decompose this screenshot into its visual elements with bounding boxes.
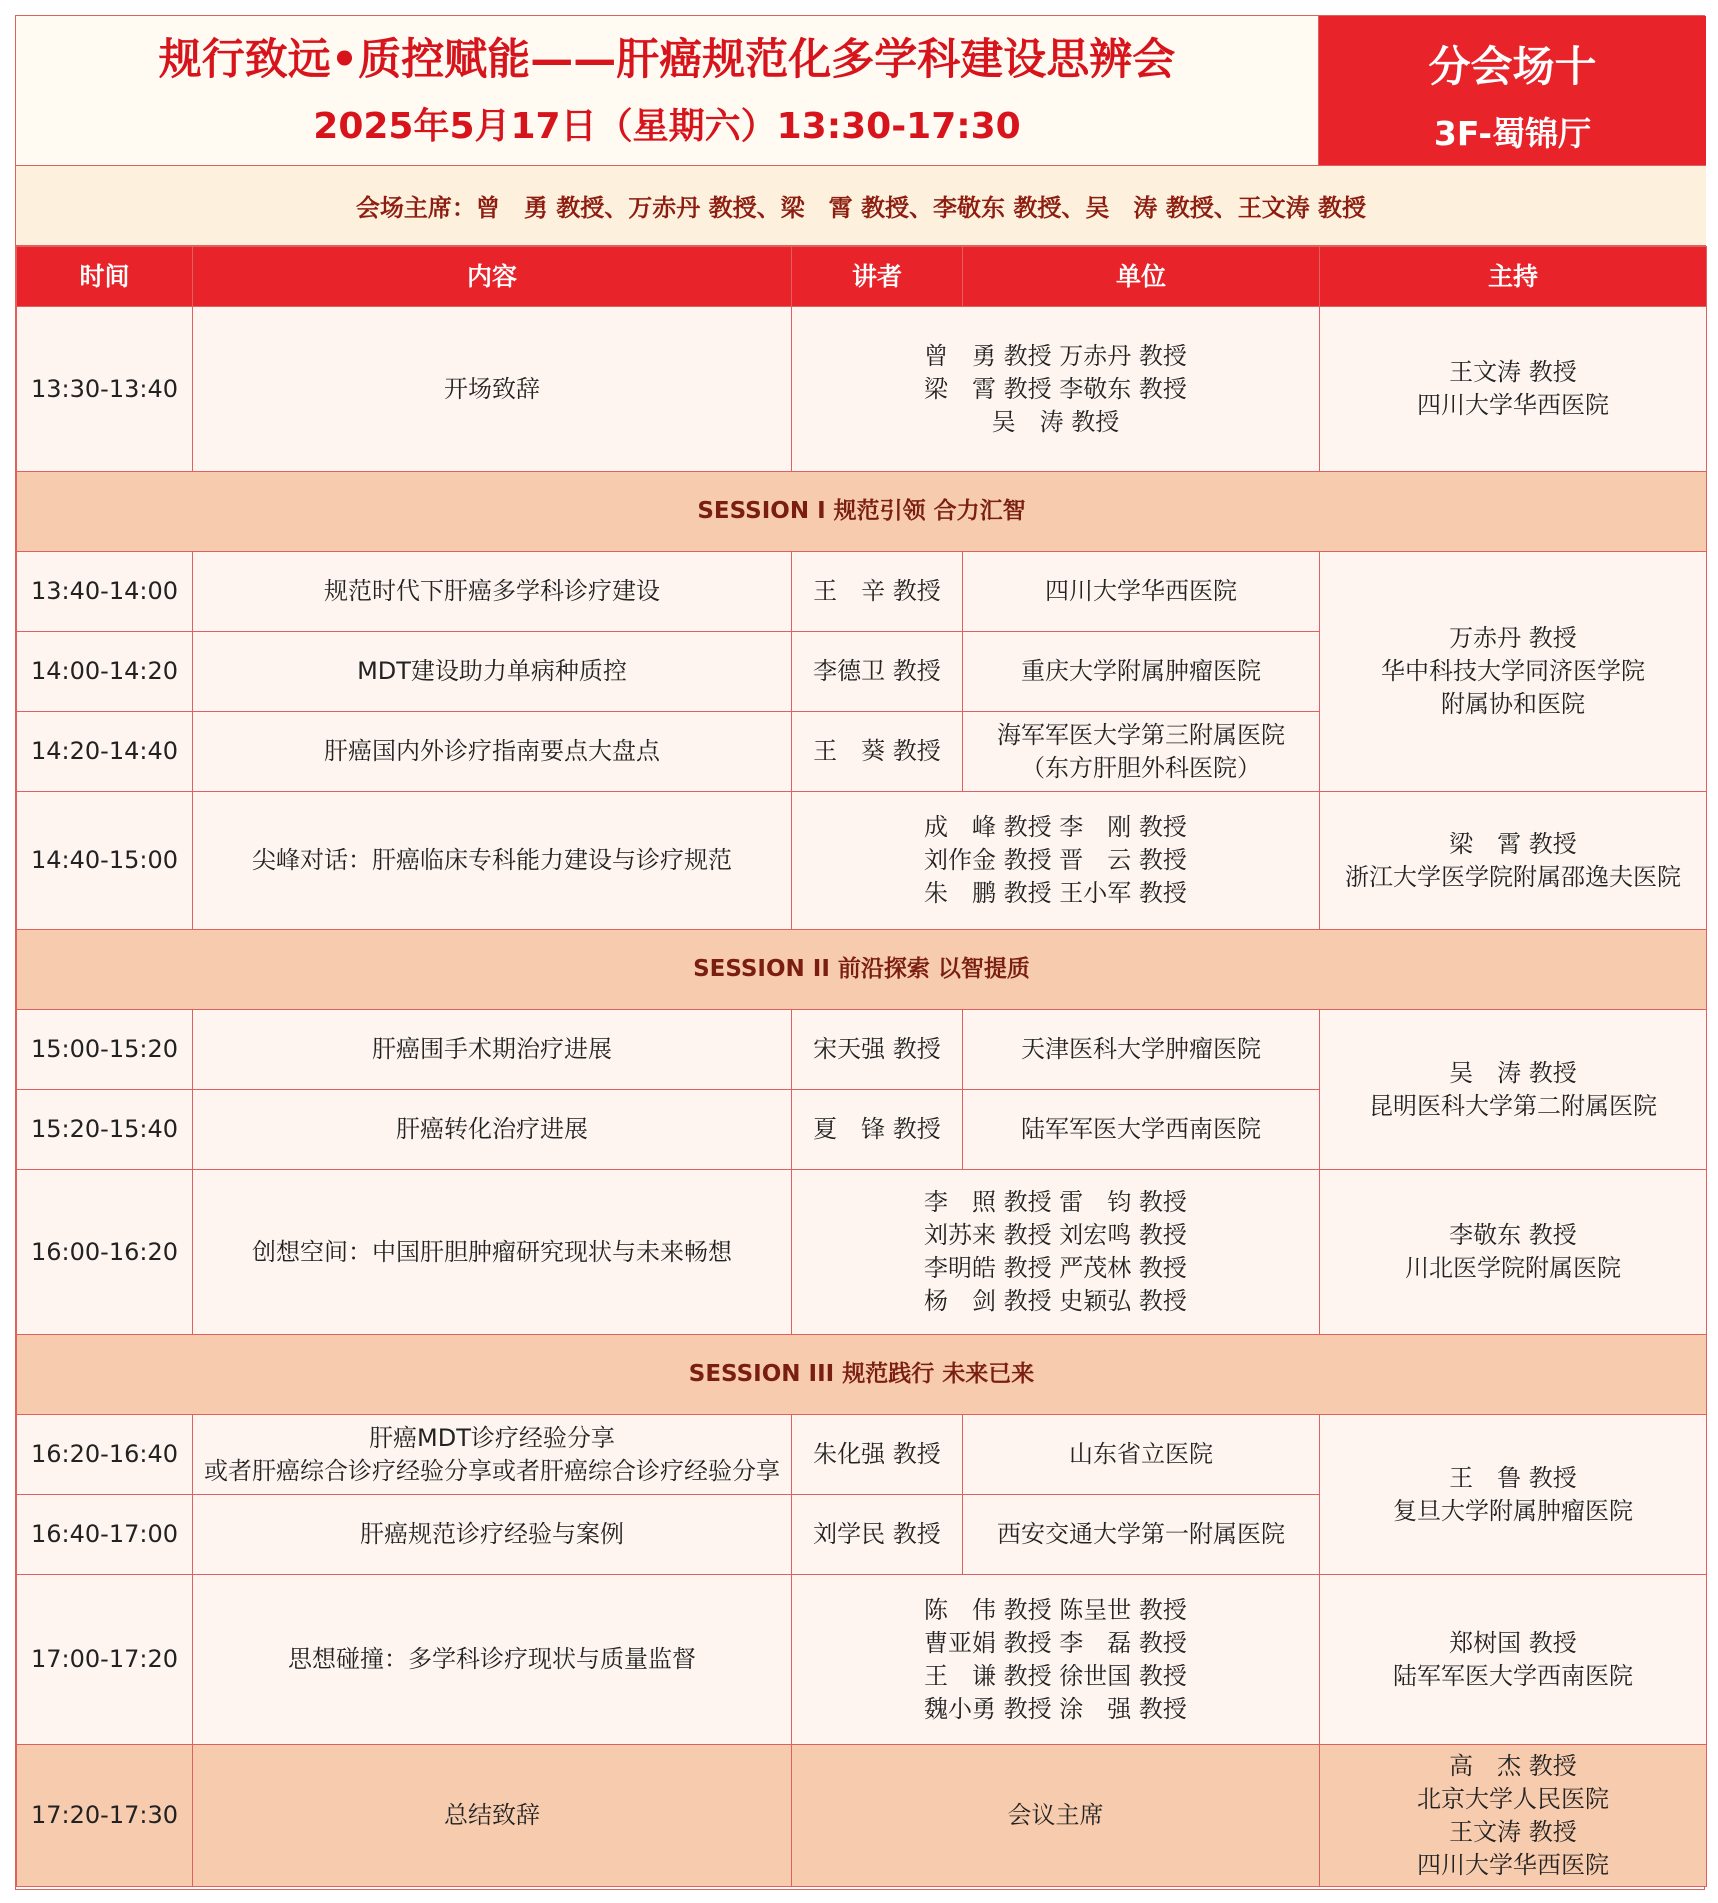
host-name: 梁 霄 教授 [1449,829,1577,858]
col-header-host: 主持 [1320,247,1707,307]
host-name: 吴 涛 教授 [1449,1058,1577,1087]
time-cell: 16:40-17:00 [17,1495,193,1575]
speaker-cell: 宋天强 教授 [792,1010,963,1090]
col-header-content: 内容 [193,247,792,307]
time-cell: 13:40-14:00 [17,552,193,632]
table-row [17,1575,1707,1745]
speaker-line: 刘苏来 教授 刘宏鸣 教授 [924,1221,1187,1249]
speaker-line: 曾 勇 教授 万赤丹 教授 [924,341,1187,370]
unit-cell [963,712,1320,792]
col-header-time: 时间 [17,247,193,307]
speaker-line: 刘作金 教授 晋 云 教授 [924,846,1187,874]
table-row [17,1010,1707,1090]
time-cell: 14:00-14:20 [17,632,193,712]
session-row [17,1335,1707,1415]
content-cell: 肝癌转化治疗进展 [193,1090,792,1170]
speaker-line: 朱 鹏 教授 王小军 教授 [924,879,1187,907]
host-unit: 复旦大学附属肿瘤医院 [1393,1496,1633,1525]
event-title: 规行致远•质控赋能——肝癌规范化多学科建设思辨会 [158,35,1176,85]
table-row [17,792,1707,930]
host-name: 王 鲁 教授 [1449,1463,1577,1492]
host-cell [1320,1745,1707,1887]
unit-cell: 天津医科大学肿瘤医院 [963,1010,1320,1090]
content-cell: 肝癌国内外诊疗指南要点大盘点 [193,712,792,792]
time-cell: 16:00-16:20 [17,1170,193,1335]
unit-cell: 西安交通大学第一附属医院 [963,1495,1320,1575]
session-row [17,472,1707,552]
speaker-cell: 夏 锋 教授 [792,1090,963,1170]
content-cell: 规范时代下肝癌多学科诊疗建设 [193,552,792,632]
room-name: 3F-蜀锦厅 [1433,114,1592,153]
host-unit: 浙江大学医学院附属邵逸夫医院 [1345,862,1681,891]
agenda-sheet [15,15,1705,1890]
unit-cell: 山东省立医院 [963,1415,1320,1495]
unit-line: （东方肝胆外科医院） [1021,753,1261,782]
host-cell [1320,1575,1707,1745]
header-title-block [16,16,1319,166]
table-row [17,1745,1707,1887]
content-cell: 总结致辞 [193,1745,792,1887]
table-header-row [17,247,1707,307]
host-unit: 四川大学华西医院 [1417,391,1609,419]
host-name: 王文涛 教授 [1449,358,1577,386]
host-unit: 华中科技大学同济医学院 [1381,657,1645,685]
hall-name: 分会场十 [1428,42,1597,91]
host-name: 万赤丹 教授 [1449,624,1577,652]
speakers-cell: 会议主席 [792,1745,1320,1887]
speaker-line: 陈 伟 教授 陈呈世 教授 [924,1595,1187,1624]
event-date: 2025年5月17日（星期六）13:30-17:30 [313,106,1021,147]
content-cell: MDT建设助力单病种质控 [193,632,792,712]
host-name: 李敬东 教授 [1449,1221,1577,1249]
host-cell [1320,1415,1707,1575]
time-cell: 16:20-16:40 [17,1415,193,1495]
host-unit: 四川大学华西医院 [1417,1850,1609,1879]
speaker-line: 成 峰 教授 李 刚 教授 [924,813,1187,841]
host-cell [1320,1010,1707,1170]
speaker-cell: 王 葵 教授 [792,712,963,792]
session-title: SESSION I 规范引领 合力汇智 [17,472,1707,552]
speaker-cell: 朱化强 教授 [792,1415,963,1495]
host-name: 高 杰 教授 [1449,1751,1577,1780]
unit-line: 海军军医大学第三附属医院 [997,720,1285,749]
col-header-speaker: 讲者 [792,247,963,307]
time-cell: 15:00-15:20 [17,1010,193,1090]
speaker-line: 李明皓 教授 严茂林 教授 [924,1254,1187,1282]
speaker-cell: 刘学民 教授 [792,1495,963,1575]
host-unit: 昆明医科大学第二附属医院 [1369,1091,1657,1120]
host-cell [1320,792,1707,930]
content-line: 肝癌MDT诊疗经验分享 [369,1423,615,1452]
header-venue-block [1319,16,1706,166]
content-cell: 肝癌规范诊疗经验与案例 [193,1495,792,1575]
agenda-table [16,246,1707,1887]
table-row [17,307,1707,472]
table-row [17,1170,1707,1335]
content-cell: 开场致辞 [193,307,792,472]
host-unit: 川北医学院附属医院 [1405,1254,1621,1282]
host-cell [1320,1170,1707,1335]
content-cell: 创想空间：中国肝胆肿瘤研究现状与未来畅想 [193,1170,792,1335]
unit-cell: 重庆大学附属肿瘤医院 [963,632,1320,712]
speaker-line: 李 照 教授 雷 钧 教授 [924,1188,1187,1216]
time-cell: 17:20-17:30 [17,1745,193,1887]
col-header-unit: 单位 [963,247,1320,307]
speaker-line: 曹亚娟 教授 李 磊 教授 [924,1628,1187,1657]
speakers-cell [792,1170,1320,1335]
speaker-cell: 王 辛 教授 [792,552,963,632]
time-cell: 13:30-13:40 [17,307,193,472]
host-cell [1320,307,1707,472]
session-title: SESSION III 规范践行 未来已来 [17,1335,1707,1415]
table-row [17,552,1707,632]
content-cell [193,1415,792,1495]
speaker-line: 杨 剑 教授 史颖弘 教授 [924,1287,1187,1315]
speaker-line: 王 谦 教授 徐世国 教授 [924,1661,1187,1690]
time-cell: 14:20-14:40 [17,712,193,792]
speaker-cell: 李德卫 教授 [792,632,963,712]
session-chairs: 会场主席：曾 勇 教授、万赤丹 教授、梁 霄 教授、李敬东 教授、吴 涛 教授、王文涛 教授 [16,166,1706,246]
unit-cell: 四川大学华西医院 [963,552,1320,632]
host-unit: 陆军军医大学西南医院 [1393,1661,1633,1690]
session-title: SESSION II 前沿探索 以智提质 [17,930,1707,1010]
session-row [17,930,1707,1010]
content-line: 或者肝癌综合诊疗经验分享或者肝癌综合诊疗经验分享 [204,1456,780,1485]
unit-cell: 陆军军医大学西南医院 [963,1090,1320,1170]
host-cell [1320,552,1707,792]
content-cell: 思想碰撞：多学科诊疗现状与质量监督 [193,1575,792,1745]
time-cell: 15:20-15:40 [17,1090,193,1170]
content-cell: 尖峰对话：肝癌临床专科能力建设与诊疗规范 [193,792,792,930]
time-cell: 17:00-17:20 [17,1575,193,1745]
speakers-cell [792,1575,1320,1745]
host-name: 郑树国 教授 [1449,1628,1577,1657]
speakers-cell [792,792,1320,930]
host-unit: 附属协和医院 [1441,690,1585,718]
speakers-cell [792,307,1320,472]
host-unit: 北京大学人民医院 [1417,1784,1609,1813]
speaker-line: 魏小勇 教授 涂 强 教授 [924,1694,1187,1723]
speaker-line: 吴 涛 教授 [991,407,1120,436]
speaker-line: 梁 霄 教授 李敬东 教授 [924,374,1187,403]
host-name: 王文涛 教授 [1449,1817,1577,1846]
content-cell: 肝癌围手术期治疗进展 [193,1010,792,1090]
table-row [17,1415,1707,1495]
time-cell: 14:40-15:00 [17,792,193,930]
